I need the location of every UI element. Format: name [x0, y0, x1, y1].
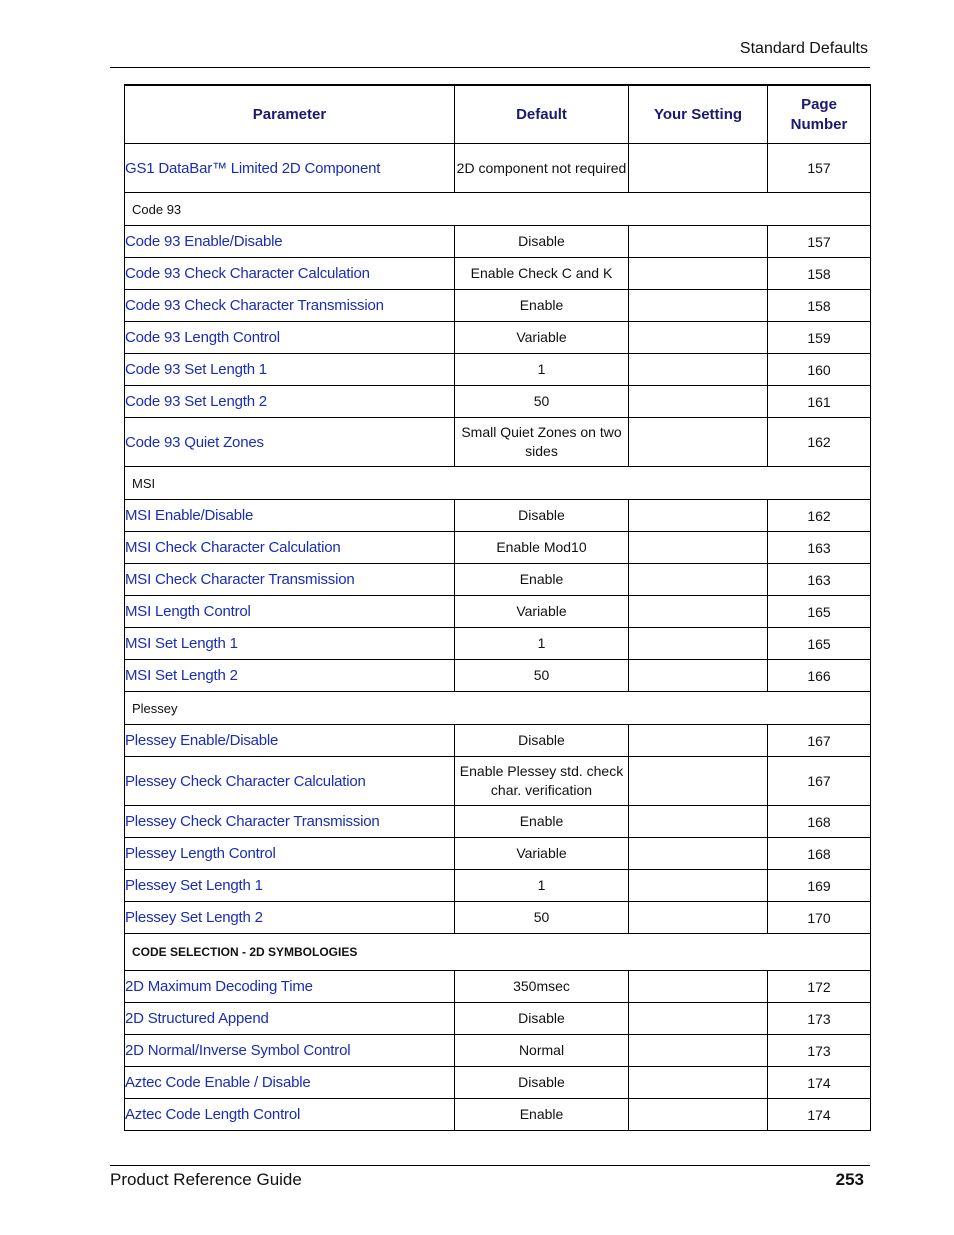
page-number-cell: 162 — [768, 418, 871, 467]
page-number-cell: 170 — [768, 902, 871, 934]
section-label: MSI — [125, 467, 871, 500]
default-value: 50 — [455, 902, 629, 934]
parameter-link[interactable]: Code 93 Check Character Calculation — [125, 258, 455, 290]
parameter-link[interactable]: 2D Maximum Decoding Time — [125, 971, 455, 1003]
section-label: Plessey — [125, 692, 871, 725]
your-setting-cell — [629, 532, 768, 564]
page-number-cell: 174 — [768, 1067, 871, 1099]
page-number-cell: 167 — [768, 757, 871, 806]
parameter-link[interactable]: Code 93 Set Length 2 — [125, 386, 455, 418]
table-row — [125, 902, 871, 934]
page-number-cell: 169 — [768, 870, 871, 902]
your-setting-cell — [629, 386, 768, 418]
table-row — [125, 144, 871, 193]
section-row — [125, 934, 871, 971]
page-number-cell: 173 — [768, 1035, 871, 1067]
default-value: Enable Plessey std. check char. verification — [455, 757, 629, 806]
default-value: Disable — [455, 226, 629, 258]
defaults-table — [124, 84, 871, 1131]
table-row — [125, 354, 871, 386]
your-setting-cell — [629, 322, 768, 354]
column-header-parameter: Parameter — [125, 85, 455, 144]
your-setting-cell — [629, 1067, 768, 1099]
table-row — [125, 500, 871, 532]
section-row — [125, 193, 871, 226]
footer-guide-title: Product Reference Guide — [110, 1170, 302, 1189]
table-row — [125, 226, 871, 258]
parameter-link[interactable]: MSI Check Character Transmission — [125, 564, 455, 596]
table-header-row — [125, 85, 871, 144]
your-setting-cell — [629, 660, 768, 692]
table-row — [125, 660, 871, 692]
page-number-cell: 167 — [768, 725, 871, 757]
your-setting-cell — [629, 564, 768, 596]
table-row — [125, 290, 871, 322]
page-number-cell: 163 — [768, 564, 871, 596]
parameter-link[interactable]: 2D Normal/Inverse Symbol Control — [125, 1035, 455, 1067]
parameter-link[interactable]: Code 93 Set Length 1 — [125, 354, 455, 386]
table-row — [125, 757, 871, 806]
parameter-link[interactable]: Plessey Check Character Calculation — [125, 757, 455, 806]
default-value: Variable — [455, 322, 629, 354]
section-row — [125, 467, 871, 500]
table-row — [125, 838, 871, 870]
default-value: 1 — [455, 354, 629, 386]
your-setting-cell — [629, 354, 768, 386]
your-setting-cell — [629, 838, 768, 870]
default-value: 2D component not required — [455, 144, 629, 193]
your-setting-cell — [629, 144, 768, 193]
default-value: Enable — [455, 806, 629, 838]
your-setting-cell — [629, 870, 768, 902]
default-value: Enable — [455, 1099, 629, 1131]
header-rule — [110, 67, 870, 68]
your-setting-cell — [629, 290, 768, 322]
default-value: Normal — [455, 1035, 629, 1067]
page-number-cell: 165 — [768, 596, 871, 628]
default-value: 50 — [455, 660, 629, 692]
parameter-link[interactable]: MSI Length Control — [125, 596, 455, 628]
parameter-link[interactable]: Aztec Code Length Control — [125, 1099, 455, 1131]
page-number-cell: 158 — [768, 290, 871, 322]
section-label: Code 93 — [125, 193, 871, 226]
footer-rule — [110, 1165, 870, 1166]
page-number-cell: 159 — [768, 322, 871, 354]
page-number-cell: 174 — [768, 1099, 871, 1131]
your-setting-cell — [629, 226, 768, 258]
page-number-cell: 162 — [768, 500, 871, 532]
page-number-cell: 172 — [768, 971, 871, 1003]
your-setting-cell — [629, 725, 768, 757]
default-value: 1 — [455, 870, 629, 902]
default-value: Disable — [455, 1067, 629, 1099]
page-number-cell: 160 — [768, 354, 871, 386]
page-header-line1: Page — [801, 95, 837, 113]
table-row — [125, 971, 871, 1003]
default-value: Enable Mod10 — [455, 532, 629, 564]
column-header-page-number — [768, 85, 871, 144]
page-number-cell: 168 — [768, 806, 871, 838]
default-value: Variable — [455, 838, 629, 870]
section-label: CODE SELECTION - 2D SYMBOLOGIES — [125, 934, 871, 971]
parameter-link[interactable]: Aztec Code Enable / Disable — [125, 1067, 455, 1099]
parameter-link[interactable]: MSI Check Character Calculation — [125, 532, 455, 564]
default-value: Variable — [455, 596, 629, 628]
your-setting-cell — [629, 806, 768, 838]
table-row — [125, 322, 871, 354]
table-row — [125, 806, 871, 838]
parameter-link[interactable]: MSI Enable/Disable — [125, 500, 455, 532]
default-value: Disable — [455, 500, 629, 532]
table-row — [125, 725, 871, 757]
column-header-your-setting: Your Setting — [629, 85, 768, 144]
table-row — [125, 596, 871, 628]
parameter-link[interactable]: Code 93 Check Character Transmission — [125, 290, 455, 322]
table-row — [125, 532, 871, 564]
your-setting-cell — [629, 971, 768, 1003]
page-number-cell: 157 — [768, 144, 871, 193]
your-setting-cell — [629, 628, 768, 660]
default-value: 350msec — [455, 971, 629, 1003]
parameter-link[interactable]: GS1 DataBar™ Limited 2D Component — [125, 144, 455, 193]
page-number-cell: 158 — [768, 258, 871, 290]
parameter-link[interactable]: Code 93 Enable/Disable — [125, 226, 455, 258]
table-row — [125, 1099, 871, 1131]
page-number-cell: 168 — [768, 838, 871, 870]
your-setting-cell — [629, 757, 768, 806]
parameter-link[interactable]: MSI Set Length 1 — [125, 628, 455, 660]
your-setting-cell — [629, 596, 768, 628]
section-row — [125, 692, 871, 725]
table-row — [125, 418, 871, 467]
parameter-link[interactable]: Code 93 Length Control — [125, 322, 455, 354]
table-row — [125, 386, 871, 418]
your-setting-cell — [629, 1099, 768, 1131]
parameter-link[interactable]: MSI Set Length 2 — [125, 660, 455, 692]
page-header-line2: Number — [790, 115, 848, 133]
your-setting-cell — [629, 1003, 768, 1035]
parameter-link[interactable]: Code 93 Quiet Zones — [125, 418, 455, 467]
page-number-cell: 157 — [768, 226, 871, 258]
parameter-link[interactable]: Plessey Check Character Transmission — [125, 806, 455, 838]
footer-page-number: 253 — [835, 1170, 864, 1189]
parameter-link[interactable]: Plessey Enable/Disable — [125, 725, 455, 757]
table-row — [125, 870, 871, 902]
default-value: Small Quiet Zones on two sides — [455, 418, 629, 467]
your-setting-cell — [629, 1035, 768, 1067]
table-body — [125, 144, 871, 1131]
table-row — [125, 258, 871, 290]
default-value: Enable Check C and K — [455, 258, 629, 290]
default-value: Disable — [455, 1003, 629, 1035]
table-row — [125, 1067, 871, 1099]
parameter-link[interactable]: 2D Structured Append — [125, 1003, 455, 1035]
your-setting-cell — [629, 902, 768, 934]
page-number-cell: 173 — [768, 1003, 871, 1035]
default-value: 1 — [455, 628, 629, 660]
table-row — [125, 1003, 871, 1035]
parameter-link[interactable]: Plessey Set Length 2 — [125, 902, 455, 934]
column-header-default: Default — [455, 85, 629, 144]
default-value: 50 — [455, 386, 629, 418]
default-value: Enable — [455, 290, 629, 322]
page-number-cell: 161 — [768, 386, 871, 418]
page-number-cell: 165 — [768, 628, 871, 660]
your-setting-cell — [629, 418, 768, 467]
parameter-link[interactable]: Plessey Length Control — [125, 838, 455, 870]
default-value: Disable — [455, 725, 629, 757]
default-value: Enable — [455, 564, 629, 596]
table-row — [125, 1035, 871, 1067]
your-setting-cell — [629, 258, 768, 290]
your-setting-cell — [629, 500, 768, 532]
parameter-link[interactable]: Plessey Set Length 1 — [125, 870, 455, 902]
page-number-cell: 166 — [768, 660, 871, 692]
page-number-cell: 163 — [768, 532, 871, 564]
table-row — [125, 628, 871, 660]
table-row — [125, 564, 871, 596]
running-header-title: Standard Defaults — [739, 40, 868, 57]
